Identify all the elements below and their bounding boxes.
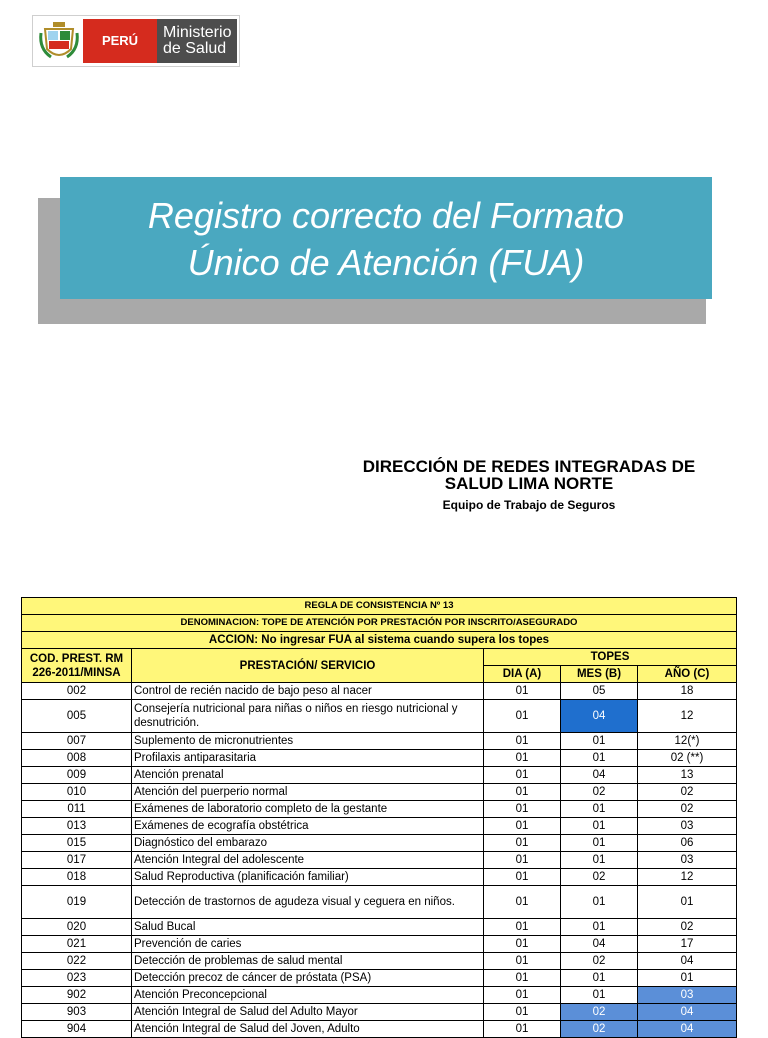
table-body	[22, 598, 737, 1038]
cell-dia: 01	[484, 886, 561, 919]
cell-mes: 02	[561, 1004, 638, 1021]
cell-anio: 01	[638, 886, 737, 919]
cell-mes: 01	[561, 970, 638, 987]
cell-cod: 018	[22, 869, 132, 886]
cell-svc: Detección de problemas de salud mental	[132, 953, 484, 970]
table-row	[22, 1021, 737, 1038]
cell-cod: 019	[22, 886, 132, 919]
table-row	[22, 683, 737, 700]
cell-svc: Atención Preconcepcional	[132, 987, 484, 1004]
org-team: Equipo de Trabajo de Seguros	[442, 498, 616, 512]
cell-svc: Exámenes de ecografía obstétrica	[132, 818, 484, 835]
table-row	[22, 750, 737, 767]
cell-svc: Atención prenatal	[132, 767, 484, 784]
table-row	[22, 970, 737, 987]
consistency-rule-table	[21, 597, 737, 1038]
table-row	[22, 1004, 737, 1021]
cell-svc: Diagnóstico del embarazo	[132, 835, 484, 852]
header-topes: TOPES	[484, 649, 737, 666]
header-anio: AÑO (C)	[638, 666, 737, 683]
cell-anio: 06	[638, 835, 737, 852]
cell-cod: 015	[22, 835, 132, 852]
cell-anio: 03	[638, 818, 737, 835]
table-row	[22, 700, 737, 733]
coat-of-arms-icon	[37, 19, 81, 63]
table-row	[22, 886, 737, 919]
cell-dia: 01	[484, 818, 561, 835]
rule-title: REGLA DE CONSISTENCIA Nº 13	[22, 598, 737, 615]
cell-mes: 01	[561, 750, 638, 767]
cell-svc: Suplemento de micronutrientes	[132, 733, 484, 750]
table-row	[22, 818, 737, 835]
cell-anio: 17	[638, 936, 737, 953]
rule-action: ACCION: No ingresar FUA al sistema cuando supera los topes	[22, 632, 737, 649]
cell-mes: 02	[561, 869, 638, 886]
cell-cod: 005	[22, 700, 132, 733]
cell-dia: 01	[484, 1021, 561, 1038]
logo-ministry-line2: de Salud	[163, 40, 227, 57]
cell-cod: 007	[22, 733, 132, 750]
cell-dia: 01	[484, 852, 561, 869]
cell-mes: 02	[561, 784, 638, 801]
cell-dia: 01	[484, 801, 561, 818]
cell-dia: 01	[484, 733, 561, 750]
table-row	[22, 869, 737, 886]
cell-cod: 002	[22, 683, 132, 700]
table-row	[22, 835, 737, 852]
cell-anio: 18	[638, 683, 737, 700]
cell-cod: 020	[22, 919, 132, 936]
cell-anio: 12(*)	[638, 733, 737, 750]
cell-anio: 03	[638, 852, 737, 869]
logo-country: PERÚ	[83, 19, 157, 63]
cell-dia: 01	[484, 784, 561, 801]
table-row	[22, 767, 737, 784]
cell-mes: 02	[561, 953, 638, 970]
rule-denomination: DENOMINACION: TOPE DE ATENCIÓN POR PRESTACIÓN POR INSCRITO/ASEGURADO	[22, 615, 737, 632]
cell-dia: 01	[484, 953, 561, 970]
cell-anio: 12	[638, 700, 737, 733]
cell-cod: 009	[22, 767, 132, 784]
cell-dia: 01	[484, 1004, 561, 1021]
table-row	[22, 784, 737, 801]
cell-anio: 03	[638, 987, 737, 1004]
table-row	[22, 801, 737, 818]
table-row	[22, 852, 737, 869]
ministry-logo	[32, 15, 240, 67]
title-line2: Único de Atención (FUA)	[187, 242, 585, 283]
title-line1: Registro correcto del Formato	[147, 195, 625, 236]
cell-mes: 04	[561, 936, 638, 953]
cell-mes: 01	[561, 987, 638, 1004]
cell-anio: 04	[638, 953, 737, 970]
table-row	[22, 936, 737, 953]
logo-ministry	[157, 19, 237, 63]
cell-dia: 01	[484, 700, 561, 733]
cell-svc: Salud Reproductiva (planificación familiar)	[132, 869, 484, 886]
cell-cod: 010	[22, 784, 132, 801]
cell-svc: Consejería nutricional para niñas o niños en riesgo nutricional y desnutrición.	[132, 700, 484, 733]
cell-dia: 01	[484, 750, 561, 767]
cell-cod: 008	[22, 750, 132, 767]
cell-dia: 01	[484, 919, 561, 936]
cell-cod: 017	[22, 852, 132, 869]
cell-cod: 011	[22, 801, 132, 818]
cell-anio: 12	[638, 869, 737, 886]
cell-mes: 01	[561, 801, 638, 818]
cell-svc: Detección de trastornos de agudeza visual y ceguera en niños.	[132, 886, 484, 919]
cell-cod: 021	[22, 936, 132, 953]
cell-mes: 01	[561, 852, 638, 869]
header-prestacion: PRESTACIÓN/ SERVICIO	[132, 649, 484, 683]
cell-mes: 01	[561, 919, 638, 936]
cell-svc: Atención Integral de Salud del Joven, Adulto	[132, 1021, 484, 1038]
cell-anio: 04	[638, 1021, 737, 1038]
cell-dia: 01	[484, 683, 561, 700]
organization-block	[300, 458, 758, 514]
header-cod-line1: COD. PREST. RM	[29, 652, 124, 665]
cell-dia: 01	[484, 767, 561, 784]
cell-svc: Profilaxis antiparasitaria	[132, 750, 484, 767]
cell-svc: Exámenes de laboratorio completo de la gestante	[132, 801, 484, 818]
cell-mes: 01	[561, 835, 638, 852]
cell-anio: 02	[638, 919, 737, 936]
cell-cod: 013	[22, 818, 132, 835]
header-dia: DIA (A)	[484, 666, 561, 683]
cell-dia: 01	[484, 869, 561, 886]
cell-mes: 04	[561, 767, 638, 784]
cell-anio: 04	[638, 1004, 737, 1021]
cell-anio: 02	[638, 801, 737, 818]
cell-mes: 01	[561, 733, 638, 750]
cell-mes: 04	[561, 700, 638, 733]
table-row	[22, 919, 737, 936]
header-cod	[22, 649, 132, 683]
cell-cod: 904	[22, 1021, 132, 1038]
cell-svc: Control de recién nacido de bajo peso al nacer	[132, 683, 484, 700]
cell-anio: 01	[638, 970, 737, 987]
cell-cod: 902	[22, 987, 132, 1004]
cell-dia: 01	[484, 987, 561, 1004]
cell-svc: Prevención de caries	[132, 936, 484, 953]
header-cod-line2: 226-2011/MINSA	[32, 666, 121, 679]
org-line2: SALUD LIMA NORTE	[444, 474, 614, 493]
cell-mes: 01	[561, 818, 638, 835]
logo-ministry-line1: Ministerio	[163, 24, 232, 41]
cell-anio: 02	[638, 784, 737, 801]
cell-anio: 02 (**)	[638, 750, 737, 767]
org-line1: DIRECCIÓN DE REDES INTEGRADAS DE	[362, 457, 696, 476]
cell-mes: 05	[561, 683, 638, 700]
cell-mes: 01	[561, 886, 638, 919]
table-row	[22, 733, 737, 750]
cell-cod: 023	[22, 970, 132, 987]
table-row	[22, 987, 737, 1004]
cell-svc: Detección precoz de cáncer de próstata (PSA)	[132, 970, 484, 987]
cell-svc: Atención del puerperio normal	[132, 784, 484, 801]
cell-anio: 13	[638, 767, 737, 784]
cell-dia: 01	[484, 970, 561, 987]
cell-svc: Salud Bucal	[132, 919, 484, 936]
cell-dia: 01	[484, 936, 561, 953]
cell-mes: 02	[561, 1021, 638, 1038]
cell-dia: 01	[484, 835, 561, 852]
cell-svc: Atención Integral del adolescente	[132, 852, 484, 869]
page-title	[60, 177, 712, 299]
cell-svc: Atención Integral de Salud del Adulto Mayor	[132, 1004, 484, 1021]
cell-cod: 903	[22, 1004, 132, 1021]
cell-cod: 022	[22, 953, 132, 970]
header-mes: MES (B)	[561, 666, 638, 683]
table-row	[22, 953, 737, 970]
